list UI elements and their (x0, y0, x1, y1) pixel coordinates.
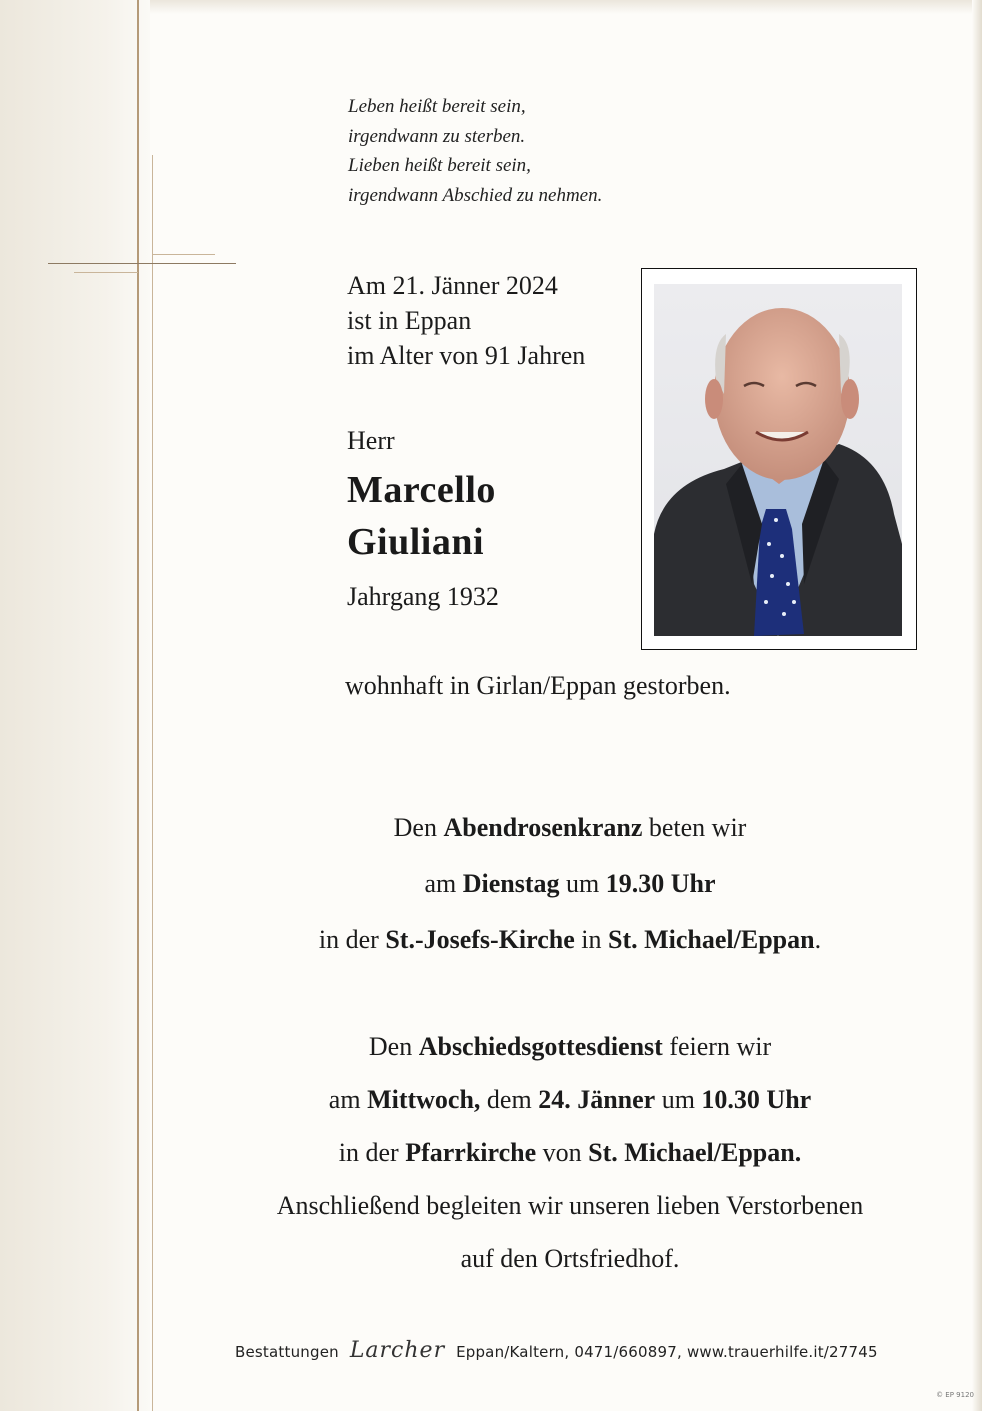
service-line-1: Den Abschiedsgottesdienst feiern wir (368, 1032, 772, 1061)
residence-text: wohnhaft in Girlan/Eppan gestorben. (345, 671, 731, 700)
print-code: © EP 9120 (936, 1391, 974, 1399)
death-notice-intro (347, 268, 585, 373)
last-name: Giuliani (347, 521, 485, 563)
funeral-service-announcement (180, 1020, 960, 1285)
first-name: Marcello (347, 469, 496, 511)
service-line-4: Anschließend begleiten wir unseren lieben Verstorbenen (276, 1191, 864, 1220)
footer-prefix: Bestattungen (235, 1343, 339, 1361)
service-line-5: auf den Ortsfriedhof. (460, 1244, 680, 1273)
service-line-3: in der Pfarrkirche von St. Michael/Eppan. (338, 1138, 802, 1167)
intro-line: im Alter von 91 Jahren (347, 341, 586, 370)
poem-line: Leben heißt bereit sein, (348, 96, 526, 117)
service-line-2: am Mittwoch, dem 24. Jänner um 10.30 Uhr (328, 1085, 812, 1114)
birth-year: Jahrgang 1932 (347, 582, 499, 611)
poem-line: Lieben heißt bereit sein, (348, 155, 531, 176)
cross-vertical-line (137, 0, 139, 1411)
left-decor-band (0, 0, 150, 1411)
footer-contact: Eppan/Kaltern, 0471/660897, www.trauerhilfe.it/27745 (456, 1343, 878, 1361)
funeral-home-logo: Larcher (349, 1338, 446, 1363)
cross-horizontal-line-right (153, 254, 215, 255)
portrait-photo (654, 284, 902, 636)
intro-line: Am 21. Jänner 2024 (347, 271, 558, 300)
intro-line: ist in Eppan (347, 306, 472, 335)
rosary-line-2: am Dienstag um 19.30 Uhr (424, 869, 716, 898)
poem-line: irgendwann zu sterben. (348, 125, 526, 147)
poem (348, 92, 602, 210)
salutation: Herr (347, 426, 395, 455)
rosary-line-3: in der St.-Josefs-Kirche in St. Michael/Eppan. (318, 925, 822, 954)
rosary-line-1: Den Abendrosenkranz beten wir (393, 813, 747, 842)
cross-horizontal-line (48, 263, 236, 264)
right-edge-shadow (972, 0, 982, 1411)
poem-line: irgendwann Abschied zu nehmen. (348, 184, 603, 206)
cross-horizontal-line-thin (74, 272, 138, 273)
funeral-home-footer (235, 1338, 878, 1363)
portrait-frame (641, 268, 917, 650)
cross-vertical-line-thin (152, 155, 153, 1411)
deceased-name (347, 464, 496, 568)
portrait-illustration (654, 284, 902, 636)
top-edge-shadow (150, 0, 982, 14)
rosary-announcement (180, 800, 960, 968)
